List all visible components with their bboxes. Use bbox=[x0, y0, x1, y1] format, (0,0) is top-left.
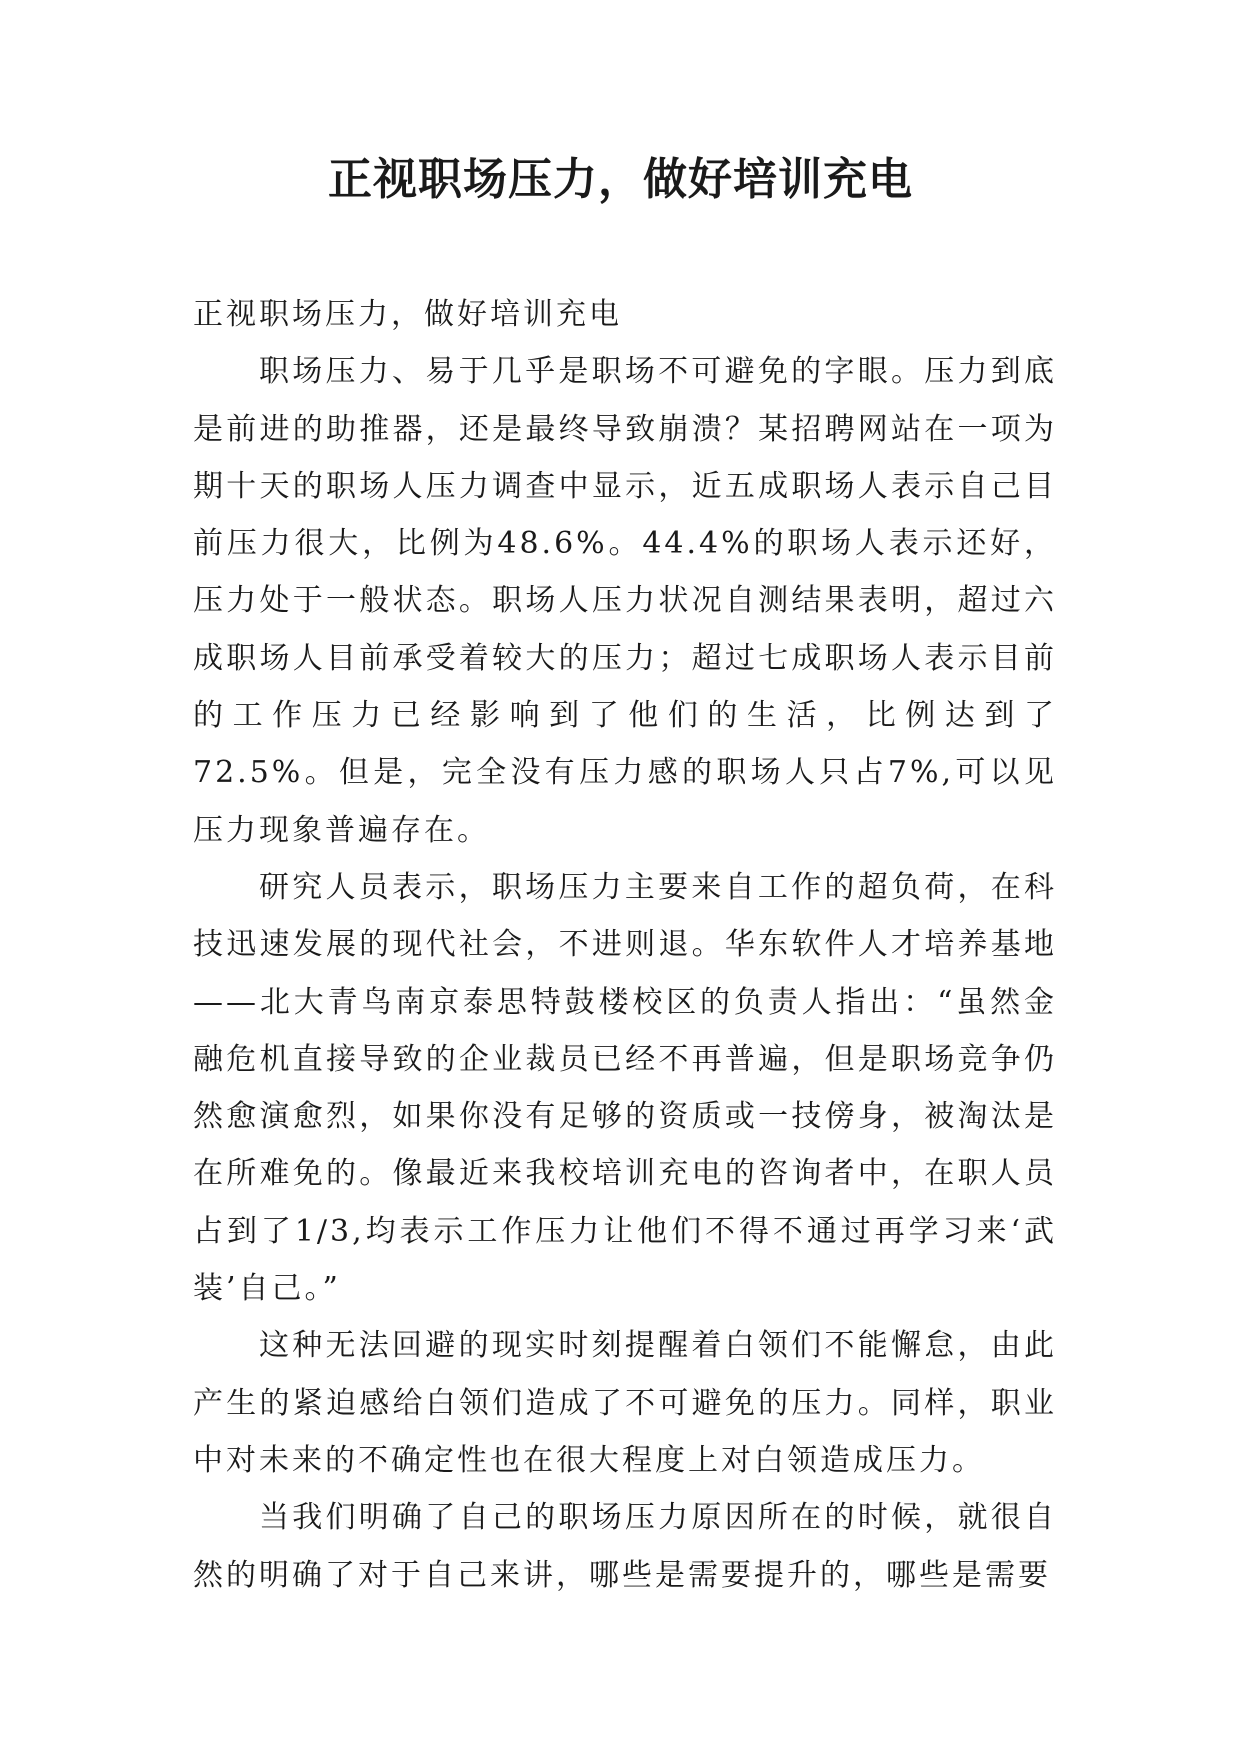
document-body bbox=[193, 286, 1057, 1604]
paragraph-4: 当我们明确了自己的职场压力原因所在的时候，就很自然的明确了对于自己来讲，哪些是需要提升的，哪些是需要 bbox=[193, 1500, 1057, 1593]
document-subtitle: 正视职场压力，做好培训充电 bbox=[193, 297, 622, 332]
paragraph-3: 这种无法回避的现实时刻提醒着白领们不能懈怠，由此产生的紧迫感给白领们造成了不可避免的压力。同样，职业中对未来的不确定性也在很大程度上对白领造成压力。 bbox=[193, 1328, 1057, 1478]
paragraph-2: 研究人员表示，职场压力主要来自工作的超负荷，在科技迅速发展的现代社会，不进则退。华东软件人才培养基地——北大青鸟南京泰思特鼓楼校区的负责人指出：“虽然金融危机直接导致的企业裁员已经不再普遍，但是职场竞争仍然愈演愈烈，如果你没有足够的资质或一技傍身，被淘汰是在所难免的。像最近来我校培训充电的咨询者中，在职人员占到了1/3,均表示工作压力让他们不得不通过再学习来‘武装’自己。” bbox=[193, 869, 1057, 1307]
paragraph-1: 职场压力、易于几乎是职场不可避免的字眼。压力到底是前进的助推器，还是最终导致崩溃？某招聘网站在一项为期十天的职场人压力调查中显示，近五成职场人表示自己目前压力很大，比例为48.6%。44.4%的职场人表示还好，压力处于一般状态。职场人压力状况自测结果表明，超过六成职场人目前承受着较大的压力；超过七成职场人表示目前的工作压力已经影响到了他们的生活，比例达到了72.5%。但是，完全没有压力感的职场人只占7%,可以见压力现象普遍存在。 bbox=[193, 354, 1057, 848]
document-title: 正视职场压力，做好培训充电 bbox=[328, 154, 913, 205]
